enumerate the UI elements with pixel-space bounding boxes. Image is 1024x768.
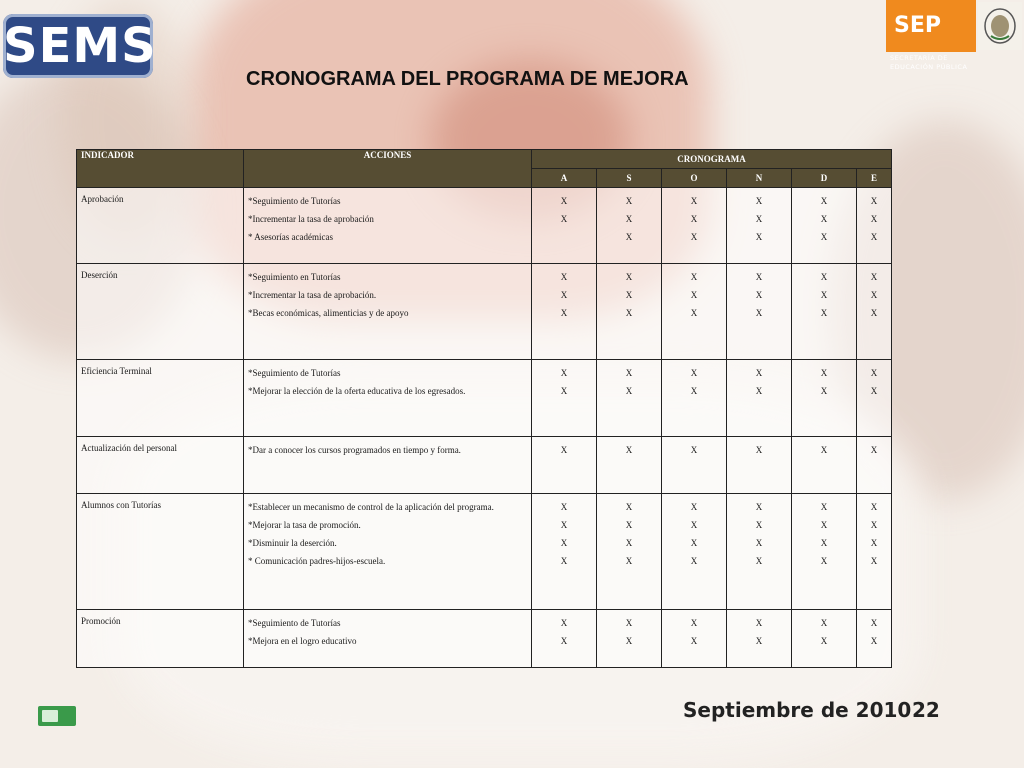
- schedule-mark: X: [820, 272, 828, 282]
- schedule-mark: X: [625, 520, 633, 530]
- indicador-cell: Promoción: [77, 610, 244, 668]
- month-cell: [727, 264, 792, 360]
- schedule-mark: X: [870, 386, 878, 396]
- schedule-mark: X: [820, 520, 828, 530]
- header-month: E: [857, 169, 892, 188]
- footer-date: Septiembre de 2010: [683, 698, 912, 722]
- month-cell: [662, 188, 727, 264]
- schedule-mark: X: [690, 502, 698, 512]
- month-cell: [792, 188, 857, 264]
- header-cronograma: CRONOGRAMA: [532, 150, 892, 169]
- schedule-mark: X: [690, 290, 698, 300]
- schedule-mark: X: [870, 556, 878, 566]
- schedule-mark: X: [560, 272, 568, 282]
- schedule-mark: X: [625, 618, 633, 628]
- header-indicador: INDICADOR: [77, 150, 244, 188]
- header-month: D: [792, 169, 857, 188]
- schedule-mark: X: [690, 636, 698, 646]
- schedule-mark: X: [755, 272, 763, 282]
- schedule-mark: X: [560, 290, 568, 300]
- schedule-mark: X: [870, 502, 878, 512]
- indicador-cell: Eficiencia Terminal: [77, 360, 244, 437]
- accion-text: *Dar a conocer los cursos programados en tiempo y forma.: [248, 445, 461, 455]
- header-acciones: ACCIONES: [244, 150, 532, 188]
- month-cell: [597, 610, 662, 668]
- month-cell: [597, 437, 662, 494]
- month-cell: [662, 264, 727, 360]
- schedule-mark: X: [755, 502, 763, 512]
- schedule-mark: X: [690, 556, 698, 566]
- header-month: A: [532, 169, 597, 188]
- schedule-mark: X: [560, 386, 568, 396]
- schedule-mark: X: [690, 214, 698, 224]
- schedule-mark: X: [870, 232, 878, 242]
- schedule-mark: X: [870, 520, 878, 530]
- table-row: [77, 264, 892, 360]
- schedule-mark: X: [755, 308, 763, 318]
- indicador-cell: Actualización del personal: [77, 437, 244, 494]
- schedule-mark: X: [870, 308, 878, 318]
- table-row: [77, 360, 892, 437]
- sems-logo: SEMS: [3, 14, 153, 78]
- schedule-mark: X: [560, 618, 568, 628]
- acciones-cell: [244, 264, 532, 360]
- month-cell: [727, 494, 792, 610]
- header-month: S: [597, 169, 662, 188]
- schedule-mark: X: [560, 445, 568, 455]
- accion-text: *Seguimiento en Tutorías: [248, 272, 341, 282]
- schedule-mark: X: [870, 272, 878, 282]
- accion-text: *Incrementar la tasa de aprobación.: [248, 290, 377, 300]
- schedule-mark: X: [755, 636, 763, 646]
- schedule-mark: X: [625, 214, 633, 224]
- indicador-cell: Alumnos con Tutorías: [77, 494, 244, 610]
- accion-text: *Mejora en el logro educativo: [248, 636, 357, 646]
- schedule-mark: X: [625, 502, 633, 512]
- acciones-cell: [244, 494, 532, 610]
- schedule-mark: X: [690, 272, 698, 282]
- schedule-mark: X: [755, 618, 763, 628]
- month-cell: [727, 437, 792, 494]
- month-cell: [532, 610, 597, 668]
- month-cell: [532, 437, 597, 494]
- schedule-mark: X: [755, 520, 763, 530]
- month-cell: [727, 360, 792, 437]
- month-cell: [532, 360, 597, 437]
- month-cell: [532, 188, 597, 264]
- schedule-mark: X: [625, 272, 633, 282]
- schedule-mark: X: [755, 445, 763, 455]
- schedule-mark: X: [625, 290, 633, 300]
- month-cell: [727, 610, 792, 668]
- month-cell: [662, 610, 727, 668]
- month-cell: [597, 360, 662, 437]
- schedule-mark: X: [870, 618, 878, 628]
- schedule-mark: X: [625, 308, 633, 318]
- schedule-mark: X: [755, 232, 763, 242]
- schedule-mark: X: [755, 538, 763, 548]
- month-cell: [857, 264, 892, 360]
- schedule-mark: X: [625, 196, 633, 206]
- schedule-mark: X: [820, 308, 828, 318]
- header-month: O: [662, 169, 727, 188]
- sep-logo-text: SEP: [886, 0, 976, 52]
- schedule-mark: X: [820, 556, 828, 566]
- schedule-mark: X: [690, 232, 698, 242]
- schedule-mark: X: [560, 502, 568, 512]
- page-number: 22: [912, 698, 940, 722]
- sep-logo: [886, 0, 1024, 80]
- schedule-mark: X: [820, 636, 828, 646]
- schedule-mark: X: [755, 386, 763, 396]
- schedule-mark: X: [625, 368, 633, 378]
- schedule-mark: X: [870, 196, 878, 206]
- accion-text: * Asesorías académicas: [248, 232, 333, 242]
- schedule-mark: X: [625, 538, 633, 548]
- month-cell: [857, 360, 892, 437]
- schedule-mark: X: [820, 368, 828, 378]
- schedule-mark: X: [560, 214, 568, 224]
- month-cell: [792, 437, 857, 494]
- schedule-mark: X: [690, 445, 698, 455]
- schedule-mark: X: [690, 538, 698, 548]
- schedule-mark: X: [755, 368, 763, 378]
- schedule-mark: X: [560, 308, 568, 318]
- sep-subtitle: SECRETARÍA DE EDUCACIÓN PÚBLICA: [890, 54, 968, 71]
- schedule-mark: X: [820, 538, 828, 548]
- schedule-mark: X: [625, 636, 633, 646]
- accion-text: *Disminuir la deserción.: [248, 538, 337, 548]
- schedule-mark: X: [690, 520, 698, 530]
- acciones-cell: [244, 437, 532, 494]
- schedule-mark: X: [820, 196, 828, 206]
- month-cell: [792, 264, 857, 360]
- month-cell: [532, 264, 597, 360]
- schedule-mark: X: [820, 502, 828, 512]
- schedule-mark: X: [820, 386, 828, 396]
- schedule-mark: X: [820, 618, 828, 628]
- schedule-mark: X: [870, 290, 878, 300]
- schedule-mark: [532, 228, 596, 246]
- indicador-cell: Deserción: [77, 264, 244, 360]
- indicador-cell: Aprobación: [77, 188, 244, 264]
- schedule-mark: X: [755, 290, 763, 300]
- accion-text: *Seguimiento de Tutorías: [248, 618, 341, 628]
- accion-text: *Seguimiento de Tutorías: [248, 196, 341, 206]
- month-cell: [792, 610, 857, 668]
- schedule-mark: X: [625, 556, 633, 566]
- schedule-table: [76, 149, 892, 668]
- accion-text: *Seguimiento de Tutorías: [248, 368, 341, 378]
- schedule-mark: X: [560, 538, 568, 548]
- schedule-mark: X: [690, 196, 698, 206]
- month-cell: [857, 437, 892, 494]
- schedule-mark: X: [625, 232, 633, 242]
- month-cell: [857, 188, 892, 264]
- table-row: [77, 494, 892, 610]
- schedule-mark: X: [625, 386, 633, 396]
- schedule-mark: X: [820, 290, 828, 300]
- schedule-mark: X: [870, 636, 878, 646]
- schedule-mark: X: [870, 368, 878, 378]
- month-cell: [662, 437, 727, 494]
- schedule-mark: X: [820, 214, 828, 224]
- month-cell: [662, 494, 727, 610]
- header-month: N: [727, 169, 792, 188]
- month-cell: [857, 494, 892, 610]
- accion-text: *Establecer un mecanismo de control de la aplicación del programa.: [248, 502, 494, 512]
- mexico-seal-icon: [978, 2, 1022, 50]
- month-cell: [727, 188, 792, 264]
- month-cell: [532, 494, 597, 610]
- acciones-cell: [244, 360, 532, 437]
- page-title: CRONOGRAMA DEL PROGRAMA DE MEJORA: [246, 68, 689, 90]
- schedule-mark: X: [820, 232, 828, 242]
- acciones-cell: [244, 188, 532, 264]
- schedule-mark: X: [755, 214, 763, 224]
- schedule-mark: X: [560, 196, 568, 206]
- accion-text: * Comunicación padres-hijos-escuela.: [248, 556, 386, 566]
- schedule-mark: X: [870, 445, 878, 455]
- month-cell: [792, 360, 857, 437]
- month-cell: [597, 264, 662, 360]
- schedule-mark: X: [560, 368, 568, 378]
- schedule-mark: X: [870, 538, 878, 548]
- schedule-mark: X: [625, 445, 633, 455]
- schedule-mark: X: [870, 214, 878, 224]
- acciones-cell: [244, 610, 532, 668]
- table-row: [77, 188, 892, 264]
- schedule-mark: X: [560, 520, 568, 530]
- slide-icon: [38, 706, 76, 726]
- month-cell: [597, 188, 662, 264]
- accion-text: *Becas económicas, alimenticias y de apoyo: [248, 308, 409, 318]
- month-cell: [662, 360, 727, 437]
- month-cell: [857, 610, 892, 668]
- month-cell: [792, 494, 857, 610]
- schedule-mark: X: [820, 445, 828, 455]
- schedule-mark: X: [755, 556, 763, 566]
- table-row: [77, 437, 892, 494]
- schedule-mark: X: [560, 556, 568, 566]
- schedule-mark: X: [690, 618, 698, 628]
- schedule-mark: X: [690, 308, 698, 318]
- accion-text: *Mejorar la elección de la oferta educativa de los egresados.: [248, 386, 466, 396]
- schedule-mark: X: [560, 636, 568, 646]
- table-row: [77, 610, 892, 668]
- month-cell: [597, 494, 662, 610]
- accion-text: *Mejorar la tasa de promoción.: [248, 520, 361, 530]
- schedule-mark: X: [690, 386, 698, 396]
- schedule-mark: X: [690, 368, 698, 378]
- accion-text: *Incrementar la tasa de aprobación: [248, 214, 374, 224]
- schedule-mark: X: [755, 196, 763, 206]
